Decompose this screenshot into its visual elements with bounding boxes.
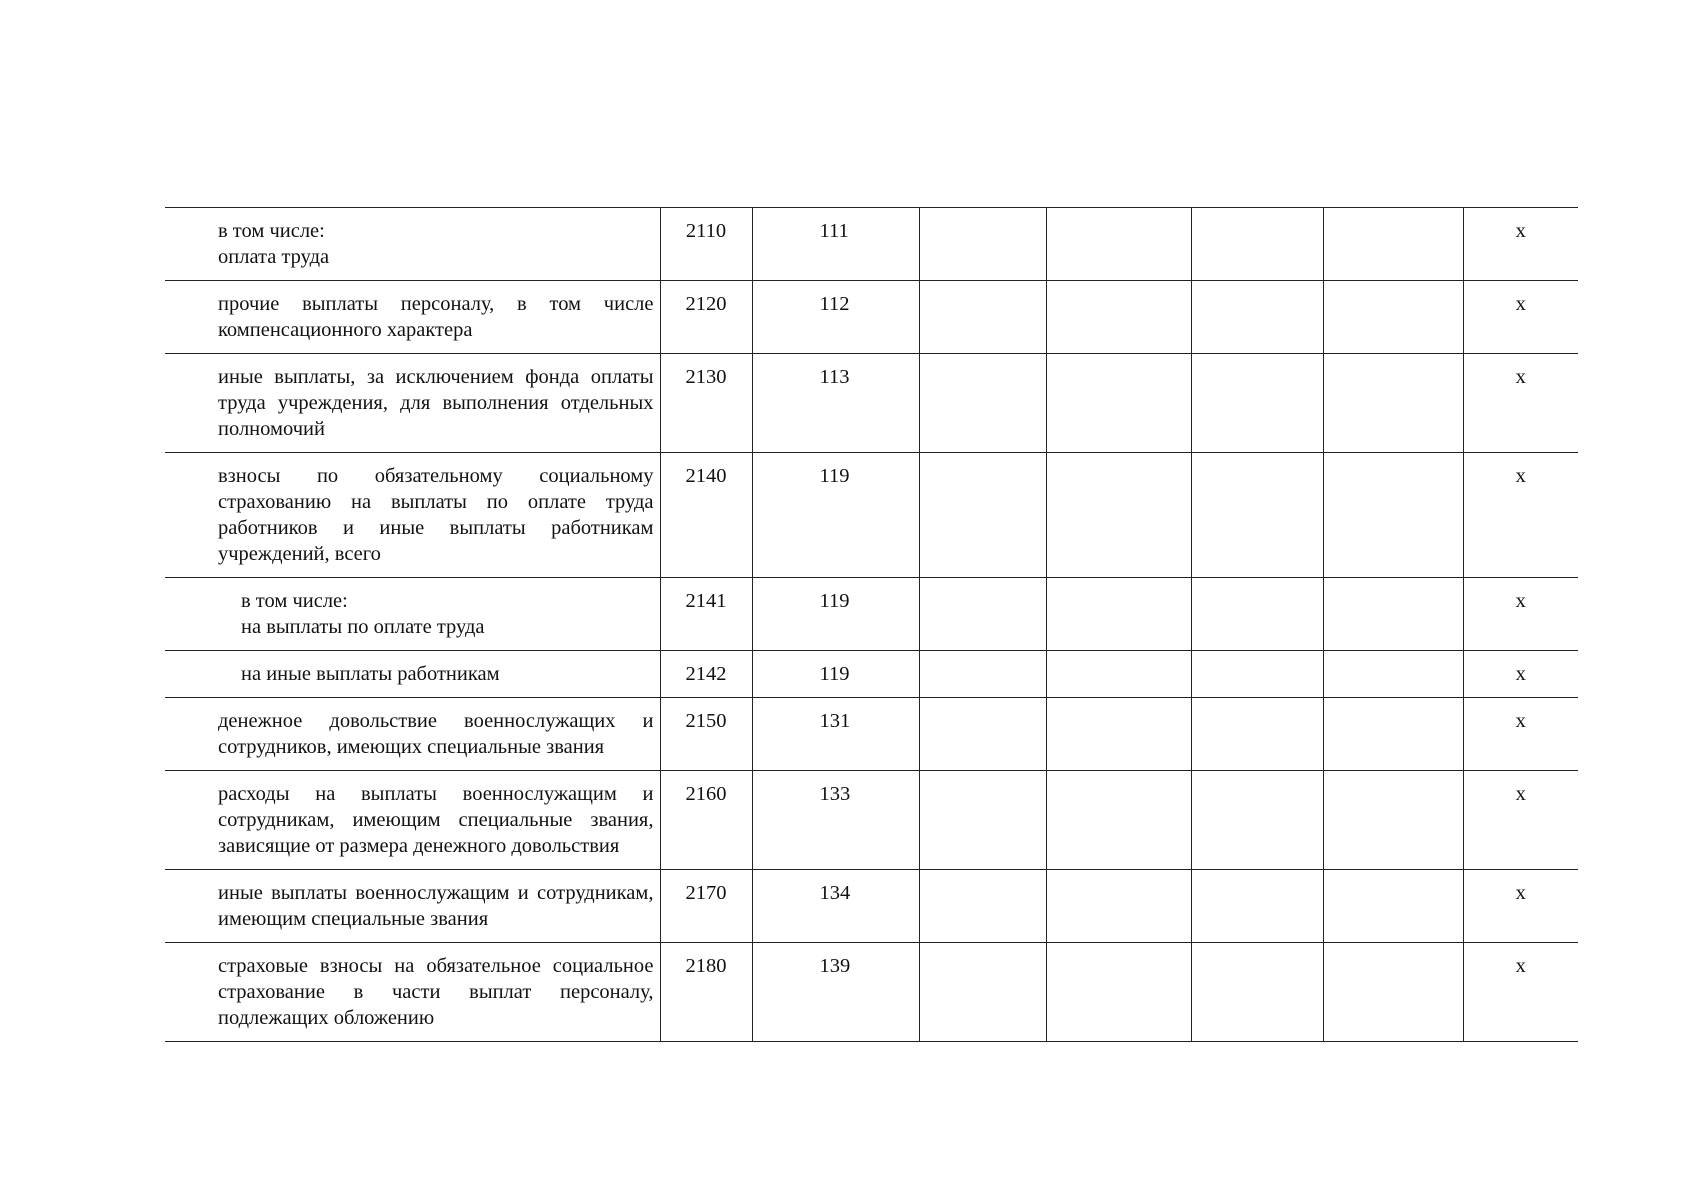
cell-empty: [919, 943, 1046, 1042]
cell-empty: [1191, 354, 1323, 453]
row-kbk-code: 139: [752, 943, 919, 1042]
row-mark: x: [1463, 698, 1578, 771]
cell-empty: [1191, 453, 1323, 578]
row-mark: x: [1463, 771, 1578, 870]
cell-empty: [1323, 453, 1463, 578]
row-description-line: денежное довольствие военнослужащих и сотрудников, имеющих специальные звания: [218, 710, 654, 758]
cell-empty: [919, 354, 1046, 453]
row-description-line: на иные выплаты работникам: [241, 663, 500, 685]
row-mark: x: [1463, 208, 1578, 281]
row-kbk-code: 112: [752, 281, 919, 354]
row-mark: x: [1463, 281, 1578, 354]
row-line-code: 2170: [660, 870, 752, 943]
cell-empty: [919, 698, 1046, 771]
row-kbk-code: 119: [752, 651, 919, 698]
row-kbk-code: 134: [752, 870, 919, 943]
row-line-code: 2140: [660, 453, 752, 578]
table-row: [165, 453, 1578, 578]
cell-empty: [1191, 578, 1323, 651]
cell-empty: [1191, 771, 1323, 870]
row-description-line: расходы на выплаты военнослужащим и сотрудникам, имеющим специальные звания, зависящие от размера денежного довольствия: [218, 783, 654, 857]
cell-empty: [1046, 578, 1191, 651]
row-description-line: взносы по обязательному социальному страхованию на выплаты по оплате труда работников и иные выплаты работникам учреждений, всего: [218, 465, 654, 565]
table-row: [165, 771, 1578, 870]
cell-empty: [1046, 870, 1191, 943]
row-description: [165, 651, 660, 698]
table-body: [165, 208, 1578, 1042]
cell-empty: [919, 578, 1046, 651]
row-description: [165, 771, 660, 870]
cell-empty: [1046, 651, 1191, 698]
cell-empty: [919, 870, 1046, 943]
cell-empty: [1046, 943, 1191, 1042]
table-row: [165, 943, 1578, 1042]
cell-empty: [1191, 281, 1323, 354]
row-description-line: в том числе:: [241, 590, 348, 612]
cell-empty: [1046, 208, 1191, 281]
row-line-code: 2150: [660, 698, 752, 771]
row-description: [165, 208, 660, 281]
table-row: [165, 651, 1578, 698]
row-kbk-code: 119: [752, 453, 919, 578]
row-description: [165, 698, 660, 771]
row-description: [165, 578, 660, 651]
row-description: [165, 453, 660, 578]
expenditure-table: [165, 207, 1578, 1042]
table-row: [165, 354, 1578, 453]
row-mark: x: [1463, 943, 1578, 1042]
cell-empty: [919, 281, 1046, 354]
row-mark: x: [1463, 651, 1578, 698]
row-mark: x: [1463, 354, 1578, 453]
cell-empty: [1323, 771, 1463, 870]
cell-empty: [1046, 453, 1191, 578]
row-description-line: на выплаты по оплате труда: [241, 616, 485, 638]
cell-empty: [1046, 281, 1191, 354]
cell-empty: [919, 651, 1046, 698]
cell-empty: [1046, 771, 1191, 870]
cell-empty: [1323, 943, 1463, 1042]
row-description-line: страховые взносы на обязательное социальное страхование в части выплат персоналу, подлежащих обложению: [218, 955, 654, 1029]
row-description-line: оплата труда: [218, 246, 330, 268]
row-mark: x: [1463, 578, 1578, 651]
cell-empty: [1191, 698, 1323, 771]
table-row: [165, 698, 1578, 771]
row-line-code: 2141: [660, 578, 752, 651]
cell-empty: [1323, 354, 1463, 453]
financial-plan-table-fragment: [165, 207, 1578, 1042]
table-row: [165, 208, 1578, 281]
row-line-code: 2180: [660, 943, 752, 1042]
table-row: [165, 281, 1578, 354]
row-description: [165, 281, 660, 354]
cell-empty: [1191, 651, 1323, 698]
row-line-code: 2142: [660, 651, 752, 698]
row-kbk-code: 119: [752, 578, 919, 651]
row-kbk-code: 113: [752, 354, 919, 453]
cell-empty: [919, 771, 1046, 870]
row-mark: x: [1463, 453, 1578, 578]
row-mark: x: [1463, 870, 1578, 943]
row-line-code: 2160: [660, 771, 752, 870]
cell-empty: [1191, 208, 1323, 281]
row-description: [165, 943, 660, 1042]
row-line-code: 2110: [660, 208, 752, 281]
cell-empty: [1323, 578, 1463, 651]
cell-empty: [1191, 870, 1323, 943]
cell-empty: [1323, 870, 1463, 943]
row-description: [165, 354, 660, 453]
cell-empty: [1046, 354, 1191, 453]
row-description-line: иные выплаты, за исключением фонда оплаты труда учреждения, для выполнения отдельных полномочий: [218, 366, 654, 440]
cell-empty: [1323, 281, 1463, 354]
cell-empty: [1323, 651, 1463, 698]
cell-empty: [1323, 208, 1463, 281]
cell-empty: [1323, 698, 1463, 771]
row-kbk-code: 133: [752, 771, 919, 870]
cell-empty: [1191, 943, 1323, 1042]
row-kbk-code: 131: [752, 698, 919, 771]
row-description-line: в том числе:: [218, 220, 325, 242]
row-line-code: 2120: [660, 281, 752, 354]
cell-empty: [1046, 698, 1191, 771]
row-line-code: 2130: [660, 354, 752, 453]
table-row: [165, 578, 1578, 651]
row-description: [165, 870, 660, 943]
cell-empty: [919, 208, 1046, 281]
row-description-line: прочие выплаты персоналу, в том числе компенсационного характера: [218, 293, 654, 341]
row-description-line: иные выплаты военнослужащим и сотрудникам, имеющим специальные звания: [218, 882, 654, 930]
cell-empty: [919, 453, 1046, 578]
table-row: [165, 870, 1578, 943]
row-kbk-code: 111: [752, 208, 919, 281]
